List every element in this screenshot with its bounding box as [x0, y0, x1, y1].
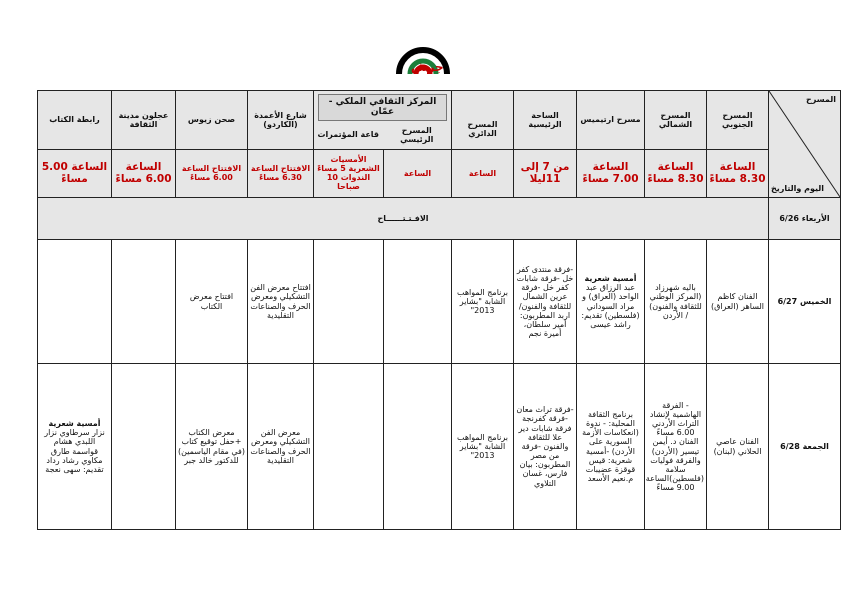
venue-cardo: شارع الأعمدة (الكاردو): [248, 91, 314, 150]
thu-writers: [38, 240, 112, 364]
venue-zeus: صحن زيوس: [176, 91, 248, 150]
time-cardo: [248, 149, 314, 197]
venue-ajloun: عجلون مدينة الثقافة: [112, 91, 176, 150]
corner-day-label: اليوم والتاريخ: [771, 183, 825, 193]
venue-north: المسرح الشمالي: [645, 91, 707, 150]
time-cardo-label: الافتتاح الساعة: [250, 164, 311, 174]
time-circular: الساعة: [452, 149, 514, 197]
time-north: الساعة 8.30 مساءً: [645, 149, 707, 197]
fri-main-square: -فرقة تراث معان -فرقة كفرنجة فرقة شابات دير علا للثقافة والفنون -فرقة من مصر المطربون: بيان فارس، غسان التلاوي: [514, 364, 577, 530]
time-cardo-value: 6.30 مساءً: [259, 173, 302, 183]
thu-artemis-title: أمسية شعرية: [584, 273, 637, 283]
fri-writers-title: أمسية شعرية: [48, 418, 101, 428]
time-zeus-label: الافتتاح الساعة: [181, 164, 242, 174]
venue-conference-hall: قاعة المؤتمرات: [317, 130, 380, 140]
fri-south: الفنان عاصي الحلاني (لبنان): [707, 364, 769, 530]
time-main-square: من 7 إلى 11ليلا: [514, 149, 577, 197]
time-zeus-value: 6.00 مساءً: [190, 173, 233, 183]
thu-main-theatre: [384, 240, 452, 364]
thu-north: باليه شهرزاد (المركز الوطني للثقافة والفنون) / الأردن: [645, 240, 707, 364]
fri-artemis: برنامج الثقافة المحلية: - ندوة (انعكاسات الأزمة السورية على الأردن) -أمسية شعرية: قيس قوقزة عضيبات م.نعيم الأسعد: [577, 364, 645, 530]
fri-ajloun: [112, 364, 176, 530]
festival-logo: [393, 30, 453, 90]
header-row: [38, 91, 841, 150]
thu-cardo: افتتاح معرض الفن التشكيلي ومعرض الحرف والصناعات التقليدية: [248, 240, 314, 364]
royal-center-title: المركز الثقافي الملكي - عمّان: [318, 94, 447, 121]
thu-artemis-body: عبد الرزاق عبد الواحد (العراق) و مراد السوداني (فلسطين) تقديم: راشد عيسى: [581, 283, 640, 329]
venue-artemis: مسرح ارتيميس: [577, 91, 645, 150]
time-zeus: [176, 149, 248, 197]
thu-south: الفنان كاظم الساهر (العراق): [707, 240, 769, 364]
thu-zeus: افتتاح معرض الكتاب: [176, 240, 248, 364]
day-row-thursday: [38, 240, 841, 364]
day-friday: الجمعة 6/28: [769, 364, 841, 530]
corner-venue-label: المسرح: [806, 95, 836, 104]
opening-banner: الافـتـتــــــاح: [38, 198, 769, 240]
royal-center-group: [314, 91, 452, 150]
day-row-wednesday: [38, 198, 841, 240]
fri-writers: [38, 364, 112, 530]
time-ajloun: الساعة 6.00 مساءً: [112, 149, 176, 197]
time-south: الساعة 8.30 مساءً: [707, 149, 769, 197]
corner-header: [769, 91, 841, 198]
logo-text: جرش: [411, 60, 444, 74]
fri-north: - الفرقة الهاشمية لإنشاد التراث الأردني 6.00 مساءً الفنان د. أيمن تيسير (الأردن) والفرقة فوليات سلامة (فلسطين)الساعة 9.00 مساءً: [645, 364, 707, 530]
fri-conference: [314, 364, 384, 530]
time-conference: [314, 149, 384, 197]
time-main-theatre: الساعة: [384, 149, 452, 197]
fri-writers-body: نزار سرطاوي نزار اللبدي هشام قواسمة طارق مكاوي رشاد رداد تقديم: سهى نعجة: [44, 428, 105, 474]
venue-circular: المسرح الدائري: [452, 91, 514, 150]
day-thursday: الخميس 6/27: [769, 240, 841, 364]
fri-circular: برنامج المواهب الشابة "بشاير 2013": [452, 364, 514, 530]
thu-ajloun: [112, 240, 176, 364]
venue-south: المسرح الجنوبي: [707, 91, 769, 150]
thu-circular: برنامج المواهب الشابة "بشاير 2013": [452, 240, 514, 364]
time-conference-seminars: الندوات 10 صباحا: [326, 173, 371, 192]
venue-writers: رابطة الكتاب: [38, 91, 112, 150]
fri-zeus: معرض الكتاب +حفل توقيع كتاب (في مقام الياسمين) للدكتور خالد جبر: [176, 364, 248, 530]
fri-main-theatre: [384, 364, 452, 530]
time-conference-poetry: الأمسيات الشعرية 5 مساءً: [317, 154, 380, 174]
fri-cardo: معرض الفن التشكيلي ومعرض الحرف والصناعات التقليدية: [248, 364, 314, 530]
venue-main-theatre: المسرح الرئيسي: [400, 125, 434, 144]
times-row: [38, 149, 841, 197]
thu-main-square: -فرقة منتدى كفر خل -فرقة شابات كفر خل -فرقة عرين الشمال للثقافة والفنون/ اربد المطربون: أمير سلطان، أميرة نجم: [514, 240, 577, 364]
time-writers: الساعة 5.00 مساءً: [38, 149, 112, 197]
time-artemis: الساعة 7.00 مساءً: [577, 149, 645, 197]
day-wednesday: الأربعاء 6/26: [769, 198, 841, 240]
festival-schedule-table: [37, 90, 841, 530]
venue-main-square: الساحة الرئيسية: [514, 91, 577, 150]
thu-conference: [314, 240, 384, 364]
day-row-friday: [38, 364, 841, 530]
thu-artemis: [577, 240, 645, 364]
diagonal-line: [769, 91, 840, 197]
